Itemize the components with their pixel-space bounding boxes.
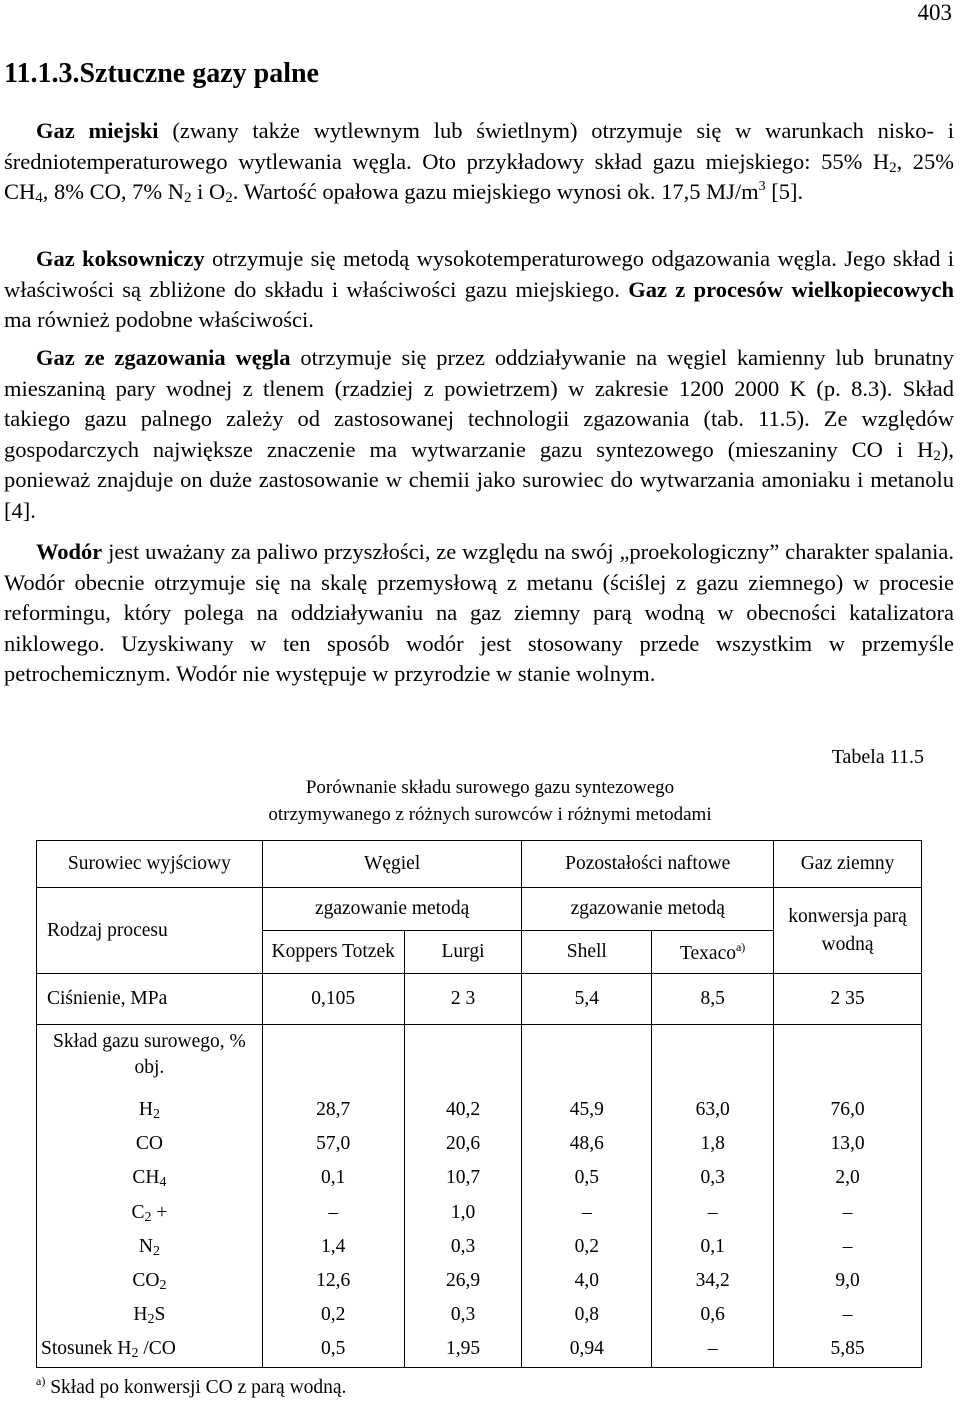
value-column-steam-conversion xyxy=(774,1025,922,1368)
page-number: 403 xyxy=(917,0,952,25)
header-cell: Lurgi xyxy=(404,931,522,974)
table-cell: 9,0 xyxy=(835,1269,860,1291)
text: ), ponieważ znajduje on duże zastosowanie w chemii jako surowiec do wytwarzania amoniaku i metanolu [4]. xyxy=(4,436,954,523)
table-cell: 1,8 xyxy=(700,1133,725,1155)
composition-label: Skład gazu surowego, % obj. xyxy=(52,1031,246,1078)
table-cell: 5,85 xyxy=(830,1338,865,1360)
composition-block xyxy=(37,1025,922,1368)
component-label: Stosunek $H_2$ /CO xyxy=(41,1338,176,1362)
component-label: $H_2$ xyxy=(138,1099,160,1122)
table-cell: 0,2 xyxy=(321,1304,346,1326)
term-hydrogen: Wodór xyxy=(36,539,103,564)
text: (zwany także wytlewnym lub świetlnym) otrzymuje się w warunkach nisko- i średniotemperaturowego wytlewania węgla. Oto przykładowy skład gazu miejskiego: 55% H xyxy=(4,118,954,174)
text: . Wartość opałowa gazu miejskiego wynosi ok. 17,5 MJ/m xyxy=(232,179,759,205)
header-cell: Rodzaj procesu xyxy=(37,888,263,974)
table-cell: 26,9 xyxy=(445,1269,481,1291)
table-cell: 2,0 xyxy=(835,1167,860,1189)
table-cell: 20,6 xyxy=(445,1133,481,1155)
text: , 25% CH xyxy=(4,148,955,205)
subscript: 2 xyxy=(225,190,233,207)
table-cell: 13,0 xyxy=(830,1133,865,1155)
table-cell: 0,105 xyxy=(262,974,404,1025)
table-cell: 1,4 xyxy=(321,1235,346,1257)
caption-line: Porównanie składu surowego gazu syntezowego xyxy=(305,777,675,798)
table-cell: – xyxy=(328,1201,339,1223)
table-cell: 2 3 xyxy=(404,974,522,1025)
table-cell: – xyxy=(707,1201,718,1223)
subscript: 2 xyxy=(933,447,941,464)
value-column-lurgi xyxy=(404,1025,522,1368)
pressure-row xyxy=(37,974,922,1025)
component-label: $N_2$ xyxy=(138,1235,160,1259)
text: jest uważany za paliwo przyszłości, ze względu na swój „proekologiczny” charakter spalania. Wodór obecnie otrzymuje się na skalę przemysłową z metanu (ściślej z gazu ziemnego) w procesie reformingu, który polega na oddziaływaniu na gaz ziemny parą wodną w obecności katalizatora niklowego. Uzyskiwany w ten sposób wodór jest stosowany przede wszystkim w przemyśle petrochemicznym. Wodór nie występuje w przyrodzie w stanie wolnym. xyxy=(4,539,954,687)
table-cell: 76,0 xyxy=(830,1099,865,1120)
text: [5]. xyxy=(765,179,804,205)
header-cell: Gaz ziemny xyxy=(774,841,922,888)
table-footnote xyxy=(36,1374,346,1399)
table-cell: 0,6 xyxy=(700,1304,725,1326)
composition-label-column xyxy=(37,1025,263,1368)
text: otrzymuje się przez oddziaływanie na węgiel kamienny lub brunatny mieszaniną pary wodnej z tlenem (rzadziej z powietrzem) w zakresie 1200 2000 K (p. 8.3). Skład takiego gazu palnego zależy od zastosowanej technologii zgazowania (tab. 11.5). Ze względów gospodarczych największe znaczenie ma wytwarzanie gazu syntezowego (mieszaniny CO i H xyxy=(4,345,954,462)
component-label: CO xyxy=(135,1133,163,1155)
term-blast-furnace-gas: Gaz z procesów wielkopiecowych xyxy=(628,276,954,302)
subscript: 4 xyxy=(35,190,43,207)
table-cell: 10,7 xyxy=(445,1167,481,1189)
table-header-row xyxy=(37,841,922,888)
paragraph-hydrogen xyxy=(4,537,954,690)
table-cell: – xyxy=(707,1338,718,1360)
paragraph-city-gas xyxy=(4,116,954,208)
table-cell: – xyxy=(581,1201,592,1223)
table-cell: 57,0 xyxy=(316,1133,351,1155)
table-cell: 0,5 xyxy=(574,1167,599,1189)
superscript: 3 xyxy=(758,179,766,195)
header-cell: konwersja parą wodną xyxy=(774,888,922,974)
component-label: $H_2S$ xyxy=(133,1304,166,1328)
header-cell: zgazowanie metodą xyxy=(522,888,774,931)
text: i O xyxy=(191,179,226,205)
header-cell xyxy=(652,931,774,974)
header-cell: Pozostałości naftowe xyxy=(522,841,774,888)
component-label: $C_2$ + xyxy=(131,1201,168,1225)
table-label: Tabela 11.5 xyxy=(831,746,924,768)
table-cell: 4,0 xyxy=(574,1269,599,1291)
table-cell: – xyxy=(842,1235,853,1257)
table-cell: 0,5 xyxy=(321,1338,346,1360)
table-cell: 63,0 xyxy=(695,1099,730,1120)
header-cell: Shell xyxy=(522,931,652,974)
table-header-row xyxy=(37,888,922,931)
subscript: 2 xyxy=(184,190,192,207)
table-cell: 0,3 xyxy=(450,1235,476,1257)
footnote-marker: a) xyxy=(735,939,746,954)
table-cell: 0,3 xyxy=(700,1167,725,1189)
table-cell: 0,94 xyxy=(569,1338,604,1360)
table-cell: 0,1 xyxy=(700,1235,725,1257)
table-cell: 0,2 xyxy=(574,1235,599,1257)
paragraph-coal-gasification xyxy=(4,343,954,527)
value-column-texaco xyxy=(652,1025,774,1368)
table-cell: 5,4 xyxy=(522,974,652,1025)
value-column-koppers xyxy=(262,1025,404,1368)
table-cell: 45,9 xyxy=(569,1099,604,1120)
table-cell: – xyxy=(842,1304,853,1326)
component-label: $CH_4$ xyxy=(132,1167,167,1191)
comparison-table xyxy=(36,840,922,1368)
text: otrzymuje się metodą wysokotemperaturowego odgazowania węgla. Jego skład i właściwości są zbliżone do składu i właściwości gazu miejskiego. xyxy=(4,246,954,302)
term-coal-gasification: Gaz ze zgazowania węgla xyxy=(36,345,291,370)
footnote-text: Skład po konwersji CO z parą wodną. xyxy=(45,1377,347,1398)
row-label: Ciśnienie, MPa xyxy=(37,974,263,1025)
table-cell: 0,1 xyxy=(321,1167,346,1189)
term-coke-gas: Gaz koksowniczy xyxy=(36,246,205,271)
header-cell: Koppers Totzek xyxy=(262,931,404,974)
table-cell: 8,5 xyxy=(652,974,774,1025)
value-column-shell xyxy=(522,1025,652,1368)
table-cell: – xyxy=(842,1201,853,1223)
footnote-marker: a) xyxy=(36,1374,46,1388)
table-cell: 40,2 xyxy=(445,1099,481,1120)
table-cell: 0,8 xyxy=(574,1304,599,1326)
section-title: 11.1.3.Sztuczne gazy palne xyxy=(4,58,319,89)
component-label: $CO_2$ xyxy=(132,1269,167,1293)
table-cell: 0,3 xyxy=(450,1304,476,1326)
text: , 8% CO, 7% N xyxy=(42,179,185,205)
term-city-gas: Gaz miejski xyxy=(36,118,159,143)
table-cell: 2 35 xyxy=(774,974,922,1025)
table-cell: 48,6 xyxy=(569,1133,604,1155)
table-cell: 28,7 xyxy=(316,1099,351,1120)
table-caption xyxy=(160,774,820,828)
table-cell: 34,2 xyxy=(695,1269,730,1291)
header-cell: Węgiel xyxy=(262,841,522,888)
texaco-label: Texaco xyxy=(679,942,736,964)
header-cell: Surowiec wyjściowy xyxy=(37,841,263,888)
text: ma również podobne właściwości. xyxy=(4,307,314,333)
header-cell: zgazowanie metodą xyxy=(262,888,522,931)
paragraph-coke-gas xyxy=(4,244,954,336)
table-cell: 1,95 xyxy=(445,1338,481,1360)
table-cell: 1,0 xyxy=(450,1201,476,1223)
caption-line: otrzymywanego z różnych surowców i różnymi metodami xyxy=(268,804,712,825)
subscript: 2 xyxy=(889,159,897,176)
table-cell: 12,6 xyxy=(316,1269,351,1291)
